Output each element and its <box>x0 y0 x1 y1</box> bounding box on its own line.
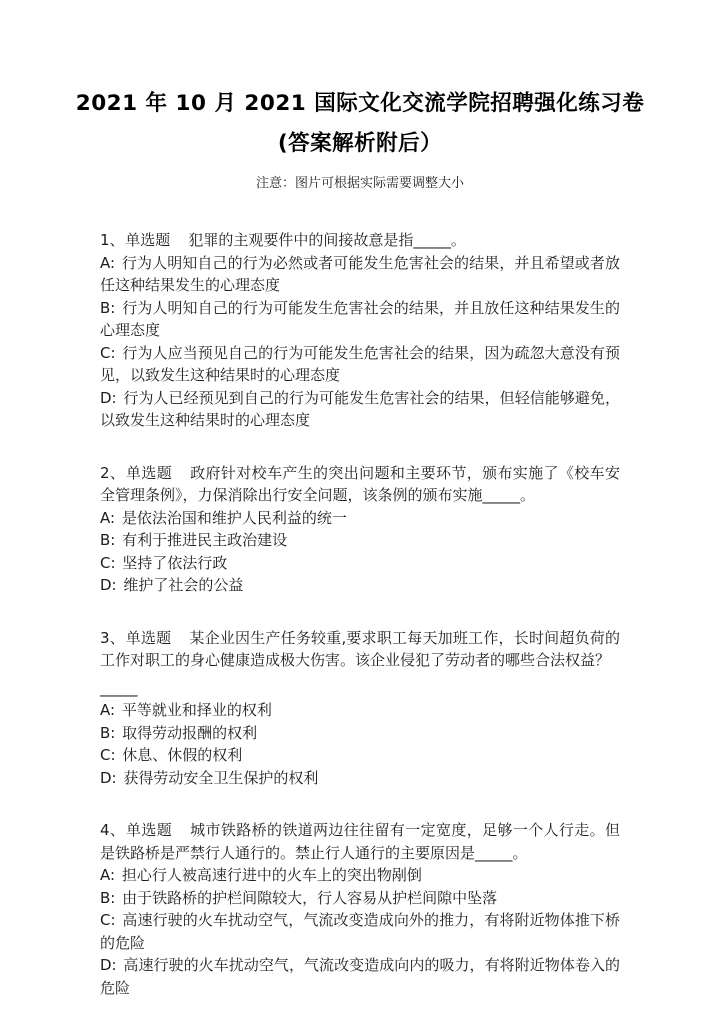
option-list <box>100 864 620 999</box>
question-stem <box>100 229 620 252</box>
option-text: 是依法治国和维护人民利益的统一 <box>121 508 347 527</box>
option-label: B: <box>100 298 116 317</box>
question-stem <box>100 462 620 507</box>
document-page <box>75 0 645 999</box>
option-row <box>100 507 620 530</box>
option-label: C: <box>100 911 116 929</box>
option-label: C: <box>100 553 116 572</box>
question-stem <box>100 819 620 864</box>
option-text: 担心行人被高速行进中的火车上的突出物剐倒 <box>121 866 422 884</box>
question-block <box>100 229 620 432</box>
option-row <box>100 342 620 387</box>
option-row <box>100 722 620 745</box>
question-text: 政府针对校车产生的突出问题和主要环节，颁布实施了《校车安全管理条例》，力保消除出行安全问题，该条例的颁布实施_____。 <box>100 463 620 504</box>
option-label: A: <box>100 866 116 884</box>
option-label: A: <box>100 253 116 272</box>
option-label: D: <box>100 768 117 787</box>
option-label: D: <box>100 388 117 407</box>
option-label: B: <box>100 531 116 549</box>
option-row <box>100 387 620 432</box>
option-label: A: <box>100 508 116 527</box>
question-type-label: 单选题 <box>126 821 173 839</box>
option-text: 坚持了依法行政 <box>122 553 228 572</box>
question-block <box>100 819 620 999</box>
option-row <box>100 552 620 575</box>
option-list <box>100 252 620 432</box>
option-label: C: <box>100 746 116 764</box>
option-label: D: <box>100 956 117 974</box>
option-row <box>100 529 620 552</box>
document-note: 注意：图片可根据实际需要调整大小 <box>255 176 464 191</box>
option-label: C: <box>100 343 116 362</box>
option-text: 取得劳动报酬的权利 <box>122 723 258 742</box>
option-text: 休息、休假的权利 <box>122 746 243 764</box>
option-text: 维护了社会的公益 <box>123 576 244 594</box>
option-label: B: <box>100 888 116 907</box>
question-text: 犯罪的主观要件中的间接故意是指_____。 <box>188 231 466 249</box>
option-label: A: <box>100 701 116 719</box>
option-row <box>100 699 620 722</box>
option-row <box>100 252 620 297</box>
question-stem <box>100 627 620 672</box>
option-text: 高速行驶的火车扰动空气，气流改变造成向外的推力，有将附近物体推下桥的危险 <box>100 911 620 952</box>
question-number: 1、 <box>100 231 125 249</box>
question-text: 某企业因生产任务较重,要求职工每天加班工作，长时间超负荷的工作对职工的身心健康造成极大伤害。该企业侵犯了劳动者的哪些合法权益？ <box>100 628 620 669</box>
question-list <box>100 229 620 999</box>
option-text: 行为人已经预见到自己的行为可能发生危害社会的结果，但轻信能够避免，以致发生这种结果时的心理态度 <box>100 388 620 429</box>
question-type-label: 单选题 <box>125 628 172 647</box>
option-text: 获得劳动安全卫生保护的权利 <box>123 768 319 787</box>
question-number: 4、 <box>100 821 126 839</box>
question-number: 2、 <box>100 463 126 482</box>
option-row <box>100 954 620 999</box>
question-number: 3、 <box>100 628 125 647</box>
question-text: 城市铁路桥的铁道两边往往留有一定宽度，足够一个人行走。但是铁路桥是严禁行人通行的。禁止行人通行的主要原因是_____。 <box>100 821 620 862</box>
option-row <box>100 744 620 767</box>
option-text: 高速行驶的火车扰动空气，气流改变造成向内的吸力，有将附近物体卷入的危险 <box>100 956 620 997</box>
document-title: 2021 年 10 月 2021 国际文化交流学院招聘强化练习卷(答案解析附后） <box>75 91 645 156</box>
option-row <box>100 767 620 790</box>
question-blank-line: _____ <box>100 678 138 697</box>
question-block <box>100 627 620 790</box>
option-row <box>100 887 620 910</box>
question-type-label: 单选题 <box>125 231 171 249</box>
question-type-label: 单选题 <box>126 463 173 482</box>
option-text: 由于铁路桥的护栏间隙较大，行人容易从护栏间隙中坠落 <box>122 888 498 907</box>
option-text: 平等就业和择业的权利 <box>121 701 272 719</box>
option-row <box>100 864 620 887</box>
option-text: 行为人明知自己的行为可能发生危害社会的结果，并且放任这种结果发生的心理态度 <box>100 298 620 339</box>
option-list <box>100 699 620 789</box>
option-row <box>100 574 620 597</box>
option-label: B: <box>100 723 116 742</box>
question-block <box>100 462 620 597</box>
option-text: 行为人明知自己的行为必然或者可能发生危害社会的结果，并且希望或者放任这种结果发生的心理态度 <box>100 253 620 294</box>
option-row <box>100 297 620 342</box>
option-text: 行为人应当预见自己的行为可能发生危害社会的结果，因为疏忽大意没有预见，以致发生这种结果时的心理态度 <box>100 343 620 384</box>
option-text: 有利于推进民主政治建设 <box>122 531 288 549</box>
option-label: D: <box>100 576 117 594</box>
option-row <box>100 909 620 954</box>
option-list <box>100 507 620 597</box>
